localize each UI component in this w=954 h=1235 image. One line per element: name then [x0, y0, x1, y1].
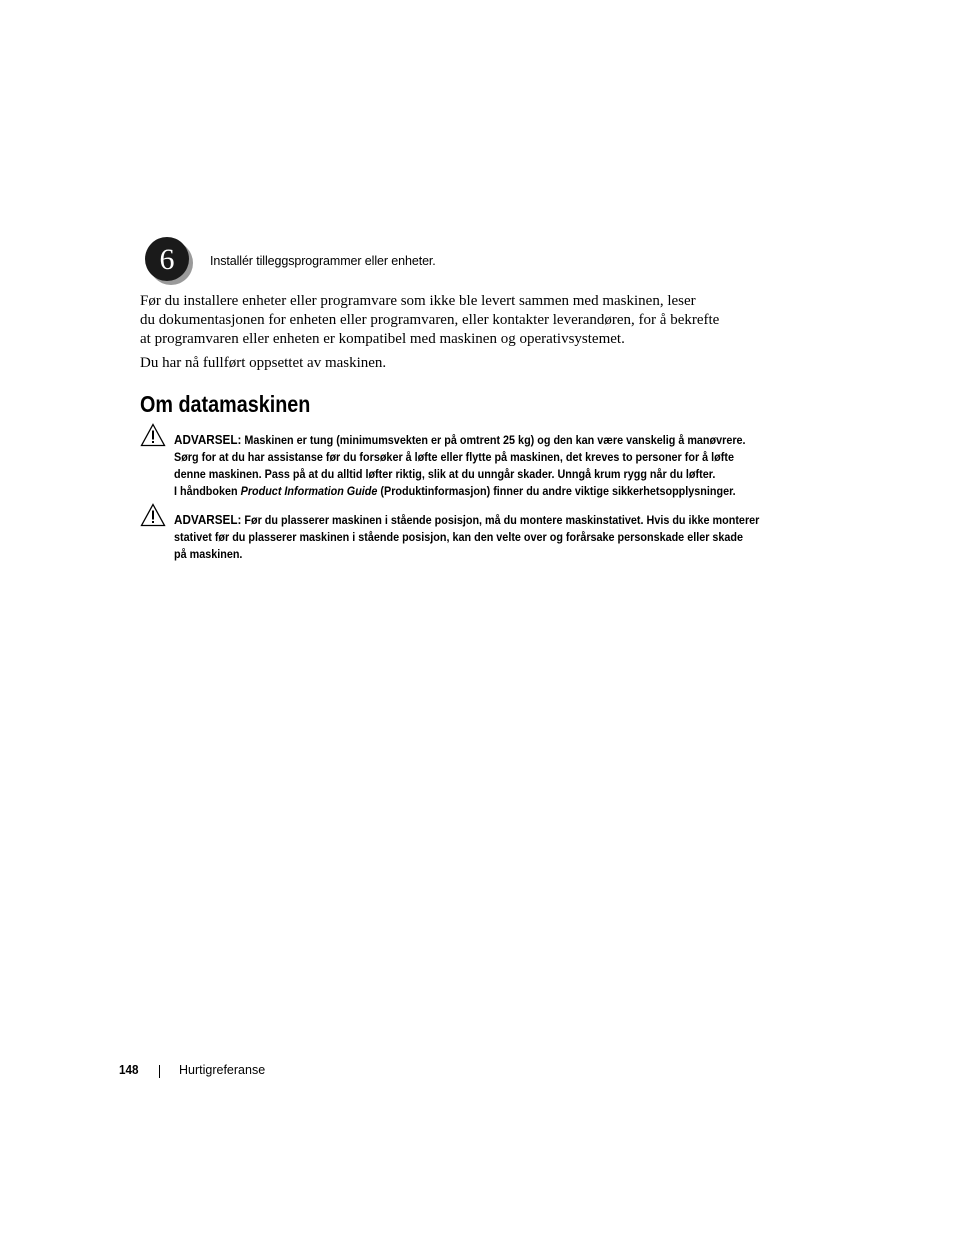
warning-triangle-icon	[140, 423, 166, 447]
completion-paragraph	[140, 354, 386, 373]
step-text: Installér tilleggsprogrammer eller enheter.	[210, 254, 436, 268]
warning-line: ADVARSEL: Før du plasserer maskinen i stående posisjon, må du montere maskinstativet. Hvis du ikke monterer	[174, 512, 760, 527]
warning-line: på maskinen.	[174, 547, 243, 561]
warning-label: ADVARSEL:	[174, 512, 242, 527]
footer-divider	[159, 1065, 160, 1078]
warning-label: ADVARSEL:	[174, 432, 242, 447]
warning-line: I håndboken Product Information Guide (Produktinformasjon) finner du andre viktige sikkerhetsopplysninger.	[174, 484, 736, 498]
warning-line: denne maskinen. Pass på at du alltid løfter riktig, slik at du unngår skader. Unngå krum rygg når du løfter.	[174, 467, 716, 481]
warning-triangle-icon	[140, 503, 166, 527]
warning-text	[174, 511, 759, 563]
warning-line: stativet før du plasserer maskinen i stående posisjon, kan den velte over og forårsake personskade eller skade	[174, 530, 744, 544]
paragraph-line: du dokumentasjonen for enheten eller programvaren, eller kontakter leverandøren, for å bekrefte	[140, 312, 720, 328]
page-footer	[119, 1062, 519, 1082]
paragraph-line: at programvaren eller enheten er kompatibel med maskinen og operativsystemet.	[140, 331, 625, 347]
paragraph-line: Du har nå fullført oppsettet av maskinen.	[140, 355, 387, 371]
step-number: 6	[159, 243, 175, 276]
footer-section-name: Hurtigreferanse	[179, 1063, 266, 1077]
number-circle-icon	[144, 236, 194, 286]
warning-text	[174, 431, 746, 500]
page-number: 148	[119, 1062, 139, 1077]
paragraph-line: Før du installere enheter eller programvare som ikke ble levert sammen med maskinen, leser	[140, 293, 696, 309]
warning-line: ADVARSEL: Maskinen er tung (minimumsvekten er på omtrent 25 kg) og den kan være vanskelig å manøvrere.	[174, 432, 746, 447]
warning-line: Sørg for at du har assistanse før du forsøker å løfte eller flytte på maskinen, det kreves to personer for å løfte	[174, 450, 734, 464]
section-heading: Om datamaskinen	[140, 391, 311, 417]
guide-title: Product Information Guide	[240, 484, 378, 498]
step-6	[144, 236, 844, 286]
intro-paragraph	[140, 292, 719, 349]
